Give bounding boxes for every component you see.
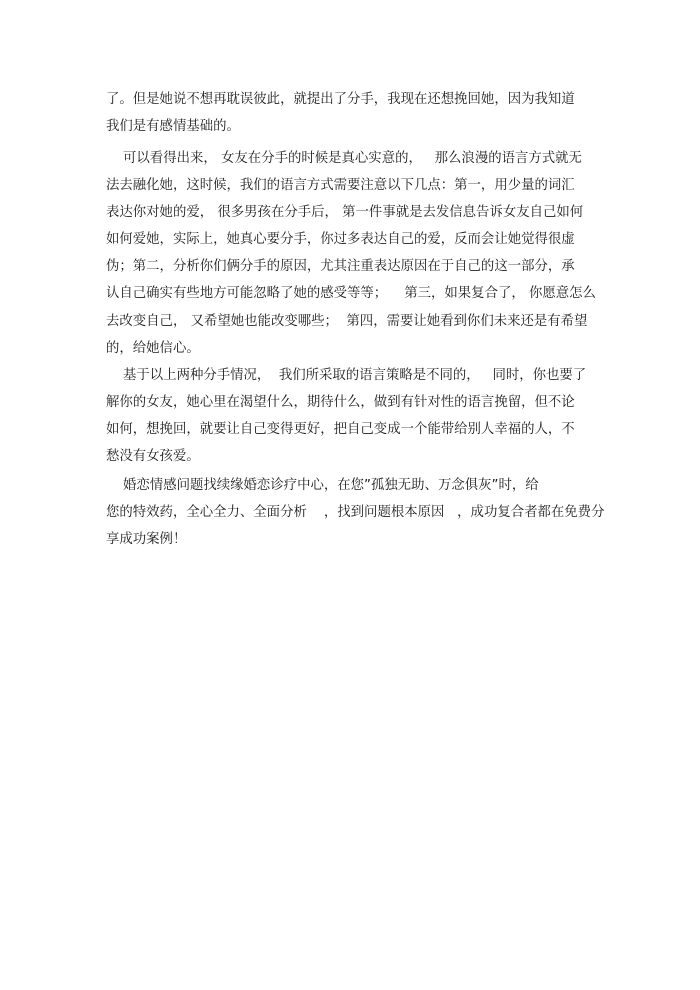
text-line: 表达你对她的爱， 很多男孩在分手后， 第一件事就是去发信息告诉女友自己如何 [106,205,584,220]
text-line: 如何，想挽回，就要让自己变得更好，把自己变成一个能带给别人幸福的人，不 [106,422,575,437]
text-line: 基于以上两种分手情况， 我们所采取的语言策略是不同的， 同时，你也要了 [106,368,587,383]
text-line: 如何爱她，实际上，她真心要分手，你过多表达自己的爱，反而会让她觉得很虚 [106,232,575,247]
text-line: 解你的女友，她心里在渴望什么，期待什么，做到有针对性的语言挽留，但不论 [106,395,575,410]
text-line: 享成功案例！ [106,532,187,547]
text-line: 了。但是她说不想再耽误彼此，就提出了分手，我现在还想挽回她，因为我知道 [106,92,575,107]
text-line: 愁没有女孩爱。 [106,449,200,464]
text-line: 我们是有感情基础的。 [106,119,240,134]
text-line: 的，给她信心。 [106,341,200,356]
text-line: 伪；第二，分析你们俩分手的原因，尤其注重表达原因在于自己的这一部分，承 [106,259,575,274]
text-line: 婚恋情感问题找续缘婚恋诊疗中心，在您”孤独无助、万念俱灰”时，给 [106,478,539,493]
text-line: 法去融化她，这时候，我们的语言方式需要注意以下几点：第一，用少量的词汇 [106,178,575,193]
text-line: 可以看得出来， 女友在分手的时候是真心实意的， 那么浪漫的语言方式就无 [106,151,582,166]
text-line: 您的特效药，全心全力、全面分析 ，找到问题根本原因 ，成功复合者都在免费分 [106,505,605,520]
text-line: 认自己确实有些地方可能忽略了她的感受等等； 第三，如果复合了， 你愿意怎么 [106,286,596,301]
text-line: 去改变自己， 又希望她也能改变哪些； 第四，需要让她看到你们未来还是有希望 [106,314,588,329]
